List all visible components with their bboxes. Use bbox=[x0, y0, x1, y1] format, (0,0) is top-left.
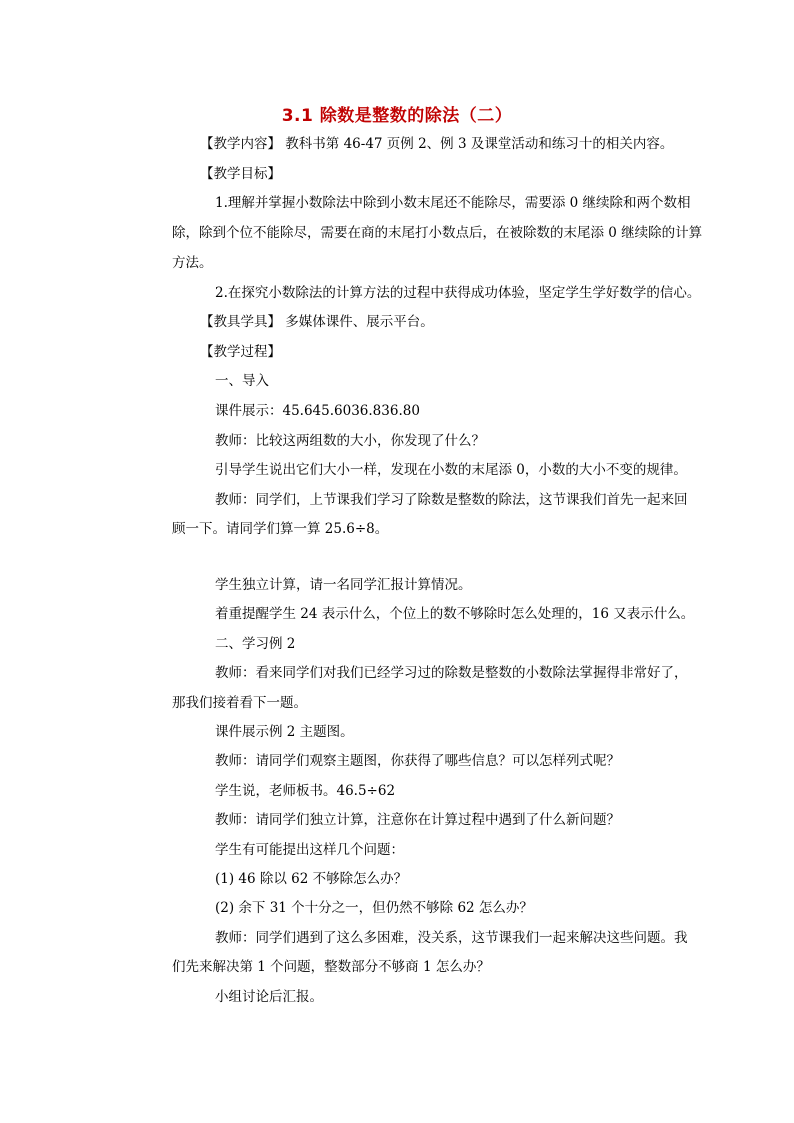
goal-2: 2.在探究小数除法的计算方法的过程中获得成功体验，坚定学生学好数学的信心。 bbox=[215, 285, 701, 301]
courseware-display-line: 课件展示：45.645.6036.836.80 bbox=[215, 403, 420, 419]
paragraph-line: 着重提醒学生 24 表示什么，个位上的数不够除时怎么处理的，16 又表示什么。 bbox=[215, 606, 695, 622]
paragraph-line: 教师：同学们遇到了这么多困难，没关系，这节课我们一起来解决这些问题。我 bbox=[215, 930, 688, 946]
paragraph-line: 那我们接着看下一题。 bbox=[172, 695, 307, 711]
goal-1-line-1: 1.理解并掌握小数除法中除到小数末尾还不能除尽，需要添 0 继续除和两个数相 bbox=[215, 195, 691, 211]
question-2: (2) 余下 31 个十分之一，但仍然不够除 62 怎么办？ bbox=[215, 900, 533, 916]
teaching-tools: 【教具学具】 多媒体课件、展示平台。 bbox=[200, 314, 434, 330]
teaching-process-heading: 【教学过程】 bbox=[200, 344, 281, 360]
paragraph-line: 学生独立计算，请一名同学汇报计算情况。 bbox=[215, 577, 472, 593]
paragraph-line: 小组讨论后汇报。 bbox=[215, 989, 323, 1005]
section-intro-heading: 一、导入 bbox=[215, 373, 269, 389]
question-1: (1) 46 除以 62 不够除怎么办？ bbox=[215, 871, 408, 887]
goal-1-line-3: 方法。 bbox=[172, 255, 213, 271]
paragraph-line: 教师：比较这两组数的大小，你发现了什么？ bbox=[215, 433, 485, 449]
paragraph-line: 们先来解决第 1 个问题，整数部分不够商 1 怎么办？ bbox=[172, 959, 490, 975]
paragraph-line: 教师：请同学们独立计算，注意你在计算过程中遇到了什么新问题？ bbox=[215, 812, 620, 828]
paragraph-line: 教师：请同学们观察主题图，你获得了哪些信息？可以怎样列式呢？ bbox=[215, 753, 620, 769]
paragraph-line: 课件展示例 2 主题图。 bbox=[215, 724, 354, 740]
paragraph-line: 学生说，老师板书。46.5÷62 bbox=[215, 783, 396, 799]
teaching-goals-heading: 【教学目标】 bbox=[200, 166, 281, 182]
section-example-2-heading: 二、学习例 2 bbox=[215, 636, 296, 652]
paragraph-line: 顾一下。请同学们算一算 25.6÷8。 bbox=[172, 521, 389, 537]
goal-1-line-2: 除，除到个位不能除尽，需要在商的末尾打小数点后，在被除数的末尾添 0 继续除的计算 bbox=[172, 225, 703, 241]
teaching-content: 【教学内容】 教科书第 46-47 页例 2、例 3 及课堂活动和练习十的相关内容。 bbox=[200, 136, 674, 152]
paragraph-line: 学生有可能提出这样几个问题： bbox=[215, 842, 404, 858]
lesson-title: 3.1 除数是整数的除法（二） bbox=[281, 106, 513, 126]
paragraph-line: 引导学生说出它们大小一样，发现在小数的末尾添 0，小数的大小不变的规律。 bbox=[215, 462, 687, 478]
paragraph-line: 教师：同学们，上节课我们学习了除数是整数的除法，这节课我们首先一起来回 bbox=[215, 492, 688, 508]
paragraph-line: 教师：看来同学们对我们已经学习过的除数是整数的小数除法掌握得非常好了， bbox=[215, 665, 688, 681]
